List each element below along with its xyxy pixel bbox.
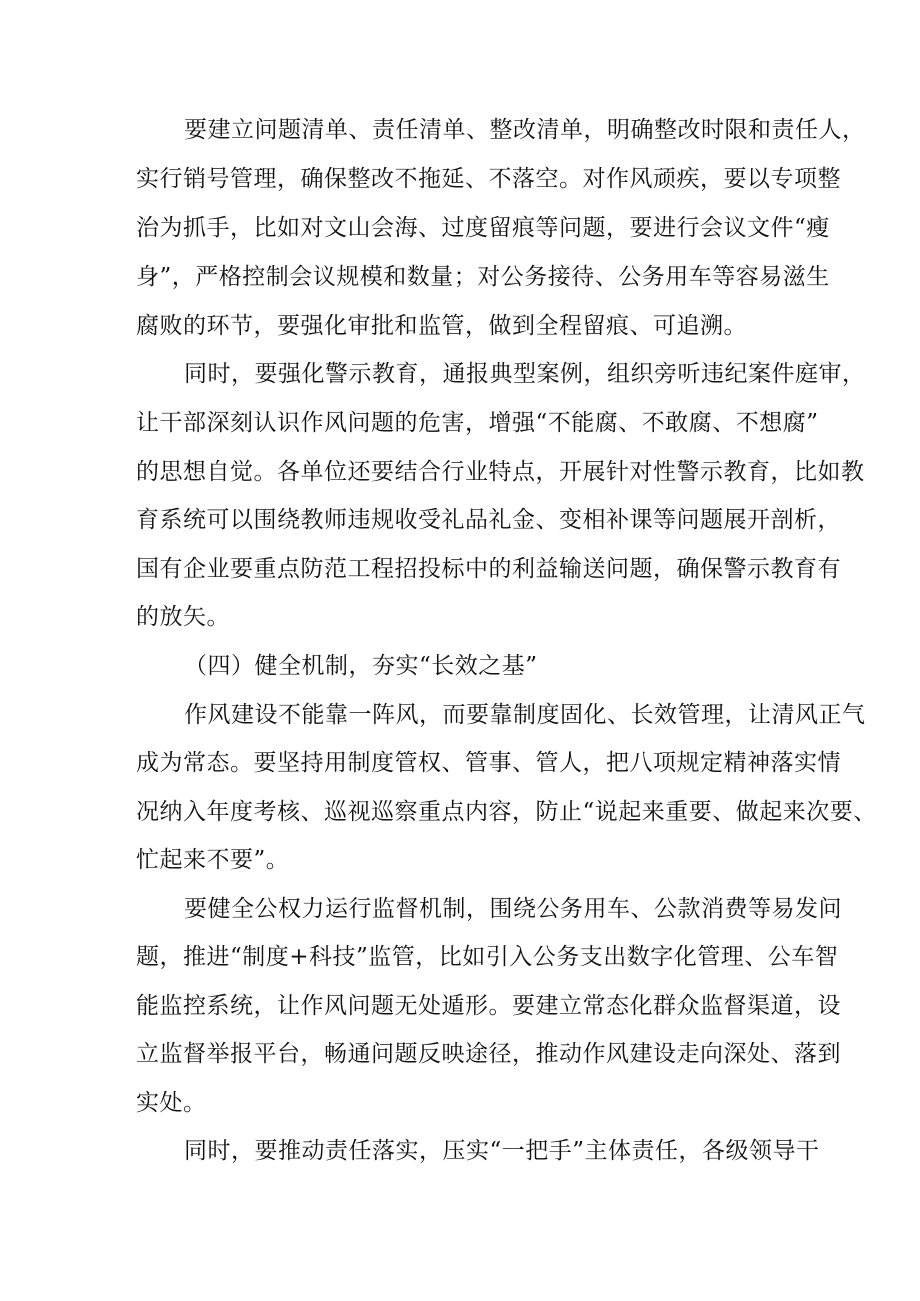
- paragraph-line: 身”，严格控制会议规模和数量；对公务接待、公务用车等容易滋生: [136, 264, 830, 290]
- paragraph-line: 育系统可以围绕教师违规收受礼品礼金、变相补课等问题展开剖析，: [136, 507, 841, 533]
- section-heading: （四）健全机制，夯实“长效之基”: [184, 653, 538, 679]
- paragraph-line: 成为常态。要坚持用制度管权、管事、管人，把八项规定精神落实情: [136, 750, 841, 776]
- paragraph-line: 治为抓手，比如对文山会海、过度留痕等问题，要进行会议文件“瘦: [136, 215, 830, 241]
- paragraph-line: 实行销号管理，确保整改不拖延、不落空。对作风顽疾，要以专项整: [136, 166, 841, 192]
- paragraph-line: 况纳入年度考核、巡视巡察重点内容，防止“说起来重要、做起来次要、: [136, 799, 877, 825]
- paragraph-line: 题，推进“制度+科技”监管，比如引入公务支出数字化管理、公车智: [136, 944, 839, 970]
- paragraph-line: 能监控系统，让作风问题无处遁形。要建立常态化群众监督渠道，设: [136, 993, 841, 1019]
- paragraph-line: 实处。: [136, 1090, 207, 1116]
- paragraph-line: 的思想自觉。各单位还要结合行业特点，开展针对性警示教育，比如教: [136, 459, 865, 485]
- paragraph-line: 同时，要强化警示教育，通报典型案例，组织旁听违纪案件庭审，: [184, 361, 866, 387]
- paragraph-line: 腐败的环节，要强化审批和监管，做到全程留痕、可追溯。: [136, 313, 747, 339]
- paragraph-line: 国有企业要重点防范工程招投标中的利益输送问题，确保警示教育有: [136, 556, 841, 582]
- paragraph-line: 作风建设不能靠一阵风，而要靠制度固化、长效管理，让清风正气: [184, 702, 866, 728]
- paragraph-line: 让干部深刻认识作风问题的危害，增强“不能腐、不敢腐、不想腐”: [136, 410, 819, 436]
- paragraph-line: 立监督举报平台，畅通问题反映途径，推动作风建设走向深处、落到: [136, 1041, 841, 1067]
- paragraph-line: 要建立问题清单、责任清单、整改清单，明确整改时限和责任人，: [184, 117, 866, 143]
- paragraph-line: 的放矢。: [136, 604, 230, 630]
- paragraph-line: 同时，要推动责任落实，压实“一把手”主体责任，各级领导干: [184, 1138, 820, 1164]
- paragraph-line: 要健全公权力运行监督机制，围绕公务用车、公款消费等易发问: [184, 896, 842, 922]
- paragraph-line: 忙起来不要”。: [136, 847, 290, 873]
